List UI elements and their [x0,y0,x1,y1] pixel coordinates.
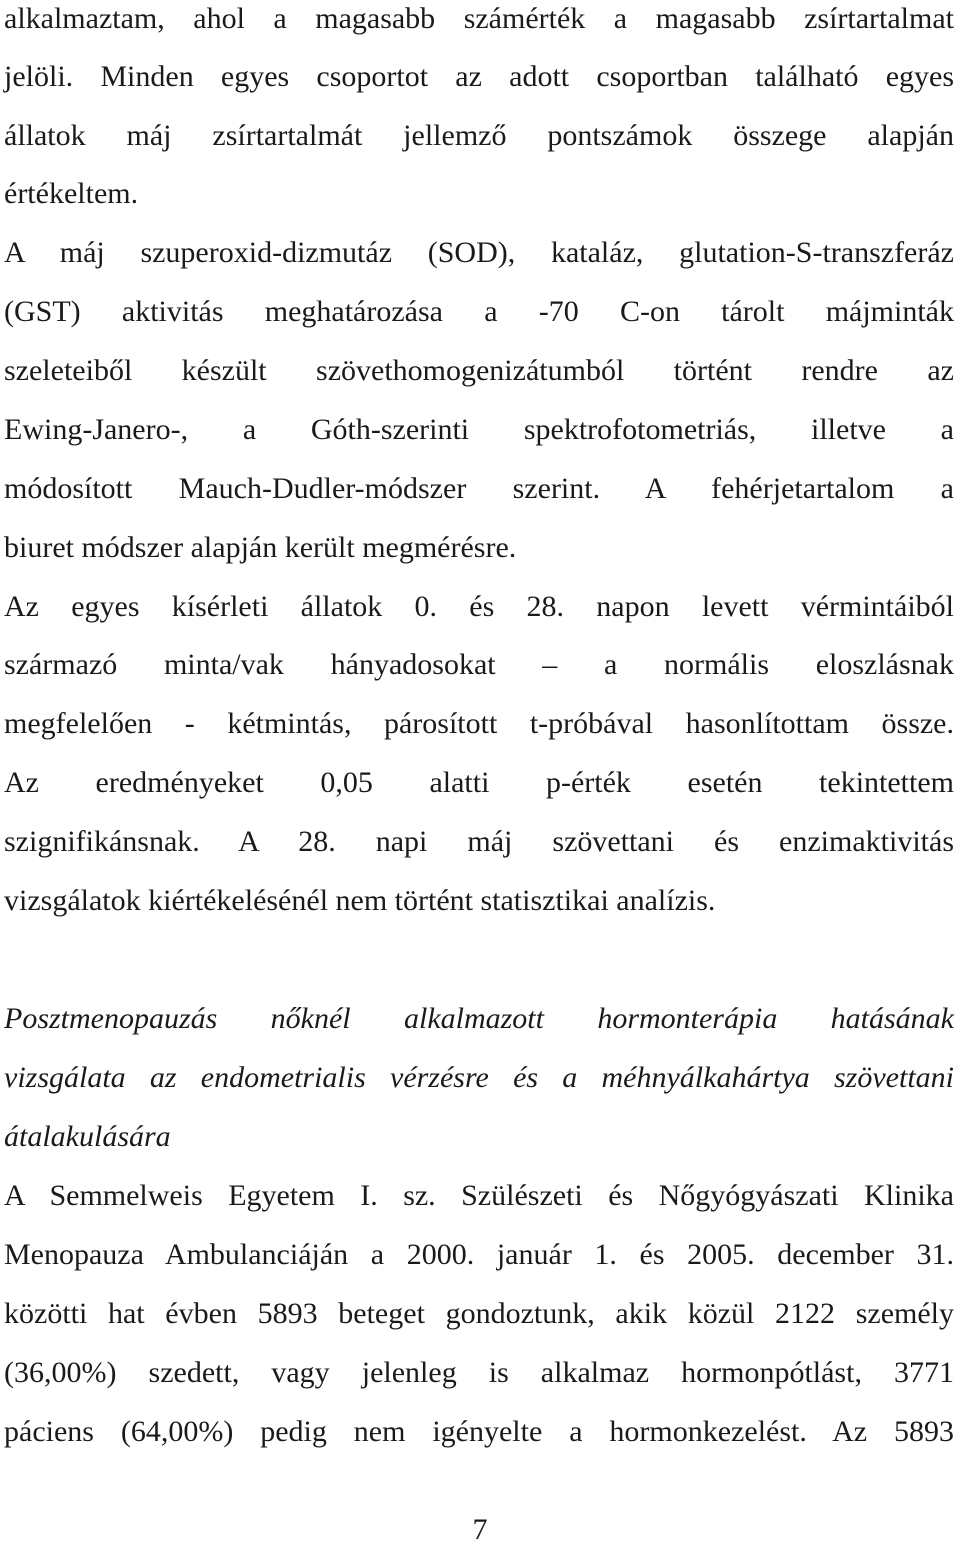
text-line: jelöli. Minden egyes csoportot az adott csoportban található egyes [4,60,954,93]
text-line: szignifikánsnak. A 28. napi máj szövettani és enzimaktivitás [4,825,954,858]
page-number: 7 [472,1513,488,1546]
text-line: Az egyes kísérleti állatok 0. és 28. napon levett vérmintáiból [4,590,954,623]
text-line: biuret módszer alapján került megmérésre. [4,531,517,564]
text-line: közötti hat évben 5893 beteget gondoztunk, akik közül 2122 személy [4,1297,954,1330]
text-line: értékeltem. [4,177,139,210]
text-line: szeleteiből készült szövethomogenizátumból történt rendre az [4,354,954,387]
text-line: megfelelően - kétmintás, párosított t-próbával hasonlítottam össze. [4,707,954,740]
text-line: páciens (64,00%) pedig nem igényelte a hormonkezelést. Az 5893 [4,1415,954,1448]
text-line: (36,00%) szedett, vagy jelenleg is alkalmaz hormonpótlást, 3771 [4,1356,954,1389]
title-line: átalakulására [4,1120,171,1153]
title-line: Posztmenopauzás nőknél alkalmazott hormonterápia hatásának [4,1002,954,1035]
text-line: módosított Mauch-Dudler-módszer szerint. A fehérjetartalom a [4,472,954,505]
text-line: A máj szuperoxid-dizmutáz (SOD), kataláz, glutation-S-transzferáz [4,236,954,269]
text-line: Menopauza Ambulanciáján a 2000. január 1. és 2005. december 31. [4,1238,954,1271]
title-line: vizsgálata az endometrialis vérzésre és a méhnyálkahártya szövettani [4,1061,954,1094]
text-line: vizsgálatok kiértékelésénél nem történt statisztikai analízis. [4,884,716,917]
text-line: (GST) aktivitás meghatározása a -70 C-on tárolt májminták [4,295,954,328]
text-line: A Semmelweis Egyetem I. sz. Szülészeti és Nőgyógyászati Klinika [4,1179,954,1212]
text-line: származó minta/vak hányadosokat – a normális eloszlásnak [4,648,954,681]
text-line: Ewing-Janero-, a Góth-szerinti spektrofotometriás, illetve a [4,413,954,446]
text-line: alkalmaztam, ahol a magasabb számérték a magasabb zsírtartalmat [4,2,954,35]
text-line: Az eredményeket 0,05 alatti p-érték esetén tekintettem [4,766,954,799]
text-line: állatok máj zsírtartalmát jellemző pontszámok összege alapján [4,119,954,152]
